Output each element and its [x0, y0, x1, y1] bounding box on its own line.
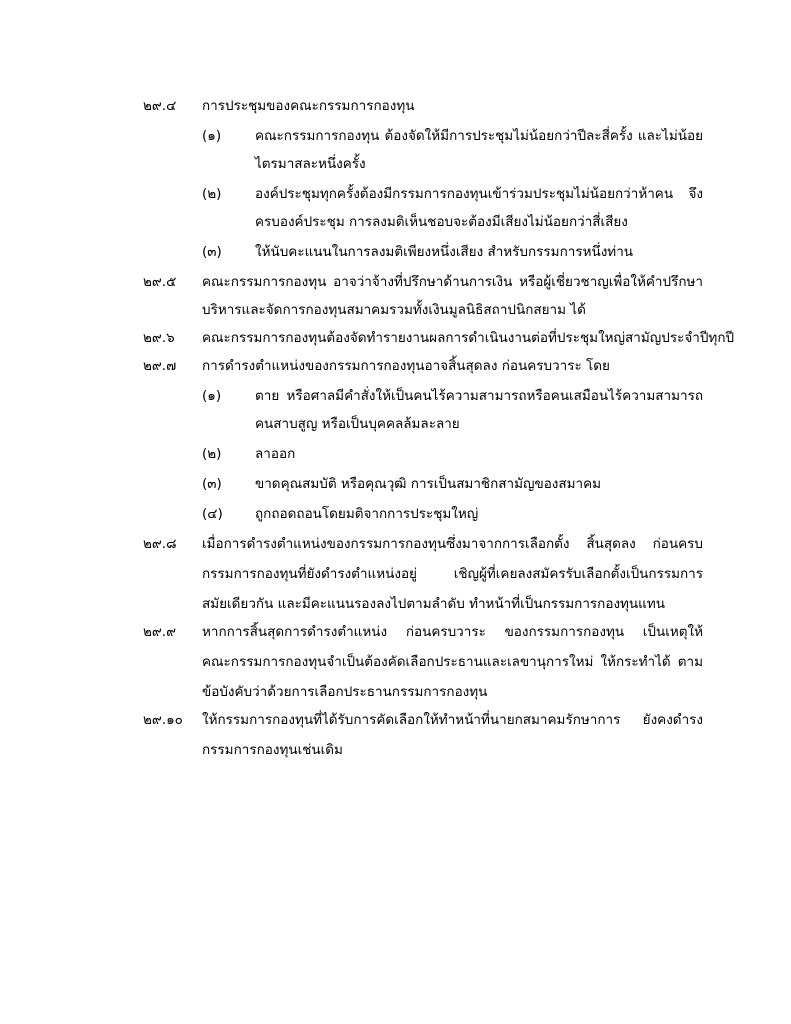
item-text-line: คณะกรรมการกองทุน ต้องจัดให้มีการประชุมไม่น้อยกว่าปีละสี่ครั้ง และไม่น้อย [255, 128, 703, 144]
section-number: ๒๙.๗ [143, 358, 177, 374]
item-text-line: คนสาบสูญ หรือเป็นบุคคลล้มละลาย [255, 416, 460, 432]
section-text-line: การประชุมของคณะกรรมการกองทุน [202, 98, 415, 114]
section-text-line: หากการสิ้นสุดการดำรงตำแหน่ง ก่อนครบวาระ ของกรรมการกองทุน เป็นเหตุให้ [202, 624, 703, 640]
section-text-line: คณะกรรมการกองทุนต้องจัดทำรายงานผลการดำเนินงานต่อที่ประชุมใหญ่สามัญประจำปีทุกปี [202, 330, 735, 346]
item-text-line: ลาออก [255, 446, 296, 462]
item-label: (๑) [202, 128, 222, 144]
section-text-line: คณะกรรมการกองทุนจำเป็นต้องคัดเลือกประธานและเลขานุการใหม่ ให้กระทำได้ ตาม [202, 654, 703, 670]
section-text-line: บริหารและจัดการกองทุนสมาคมรวมทั้งเงินมูลนิธิสถาปนิกสยาม ได้ [202, 302, 586, 318]
section-text-line: การดำรงตำแหน่งของกรรมการกองทุนอาจสิ้นสุดลง ก่อนครบวาระ โดย [202, 358, 610, 374]
section-number: ๒๙.๕ [143, 274, 177, 290]
section-number: ๒๙.๘ [143, 536, 177, 552]
item-text-line: องค์ประชุมทุกครั้งต้องมีกรรมการกองทุนเข้าร่วมประชุมไม่น้อยกว่าห้าคน จึง [255, 186, 703, 202]
item-label: (๒) [202, 186, 222, 202]
item-label: (๑) [202, 388, 222, 404]
section-text-line: กรรมการกองทุนที่ยังดำรงตำแหน่งอยู่ เชิญผู้ที่เคยลงสมัครรับเลือกตั้งเป็นกรรมการ [202, 566, 703, 582]
item-label: (๓) [202, 244, 222, 260]
item-text-line: ถูกถอดถอนโดยมติจากการประชุมใหญ่ [255, 506, 479, 522]
item-text-line: ตาย หรือศาลมีคำสั่งให้เป็นคนไร้ความสามารถหรือคนเสมือนไร้ความสามารถ [255, 388, 703, 404]
section-number: ๒๙.๙ [143, 624, 176, 640]
item-label: (๔) [202, 506, 223, 522]
section-number: ๒๙.๔ [143, 98, 177, 114]
item-text-line: ไตรมาสละหนึ่งครั้ง [255, 156, 366, 172]
section-text-line: ข้อบังคับว่าด้วยการเลือกประธานกรรมการกองทุน [202, 684, 488, 700]
section-text-line: กรรมการกองทุนเช่นเดิม [202, 742, 343, 758]
item-text-line: ขาดคุณสมบัติ หรือคุณวุฒิ การเป็นสมาชิกสามัญของสมาคม [255, 476, 602, 492]
item-label: (๒) [202, 446, 222, 462]
section-text-line: ให้กรรมการกองทุนที่ได้รับการคัดเลือกให้ทำหน้าที่นายกสมาคมรักษาการ ยังคงดำรง [202, 712, 703, 728]
item-text-line: ครบองค์ประชุม การลงมติเห็นชอบจะต้องมีเสียงไม่น้อยกว่าสี่เสียง [255, 214, 628, 230]
item-label: (๓) [202, 476, 222, 492]
section-number: ๒๙.๖ [143, 330, 175, 346]
section-text-line: คณะกรรมการกองทุน อาจว่าจ้างที่ปรึกษาด้านการเงิน หรือผู้เชี่ยวชาญเพื่อให้คำปรึกษา [202, 274, 703, 290]
item-text-line: ให้นับคะแนนในการลงมติเพียงหนึ่งเสียง สำหรับกรรมการหนึ่งท่าน [255, 244, 634, 260]
section-number: ๒๙.๑๐ [143, 712, 183, 728]
section-text-line: เมื่อการดำรงตำแหน่งของกรรมการกองทุนซึ่งมาจากการเลือกตั้ง สิ้นสุดลง ก่อนครบ [202, 536, 703, 552]
section-text-line: สมัยเดียวกัน และมีคะแนนรองลงไปตามลำดับ ทำหน้าที่เป็นกรรมการกองทุนแทน [202, 596, 665, 612]
